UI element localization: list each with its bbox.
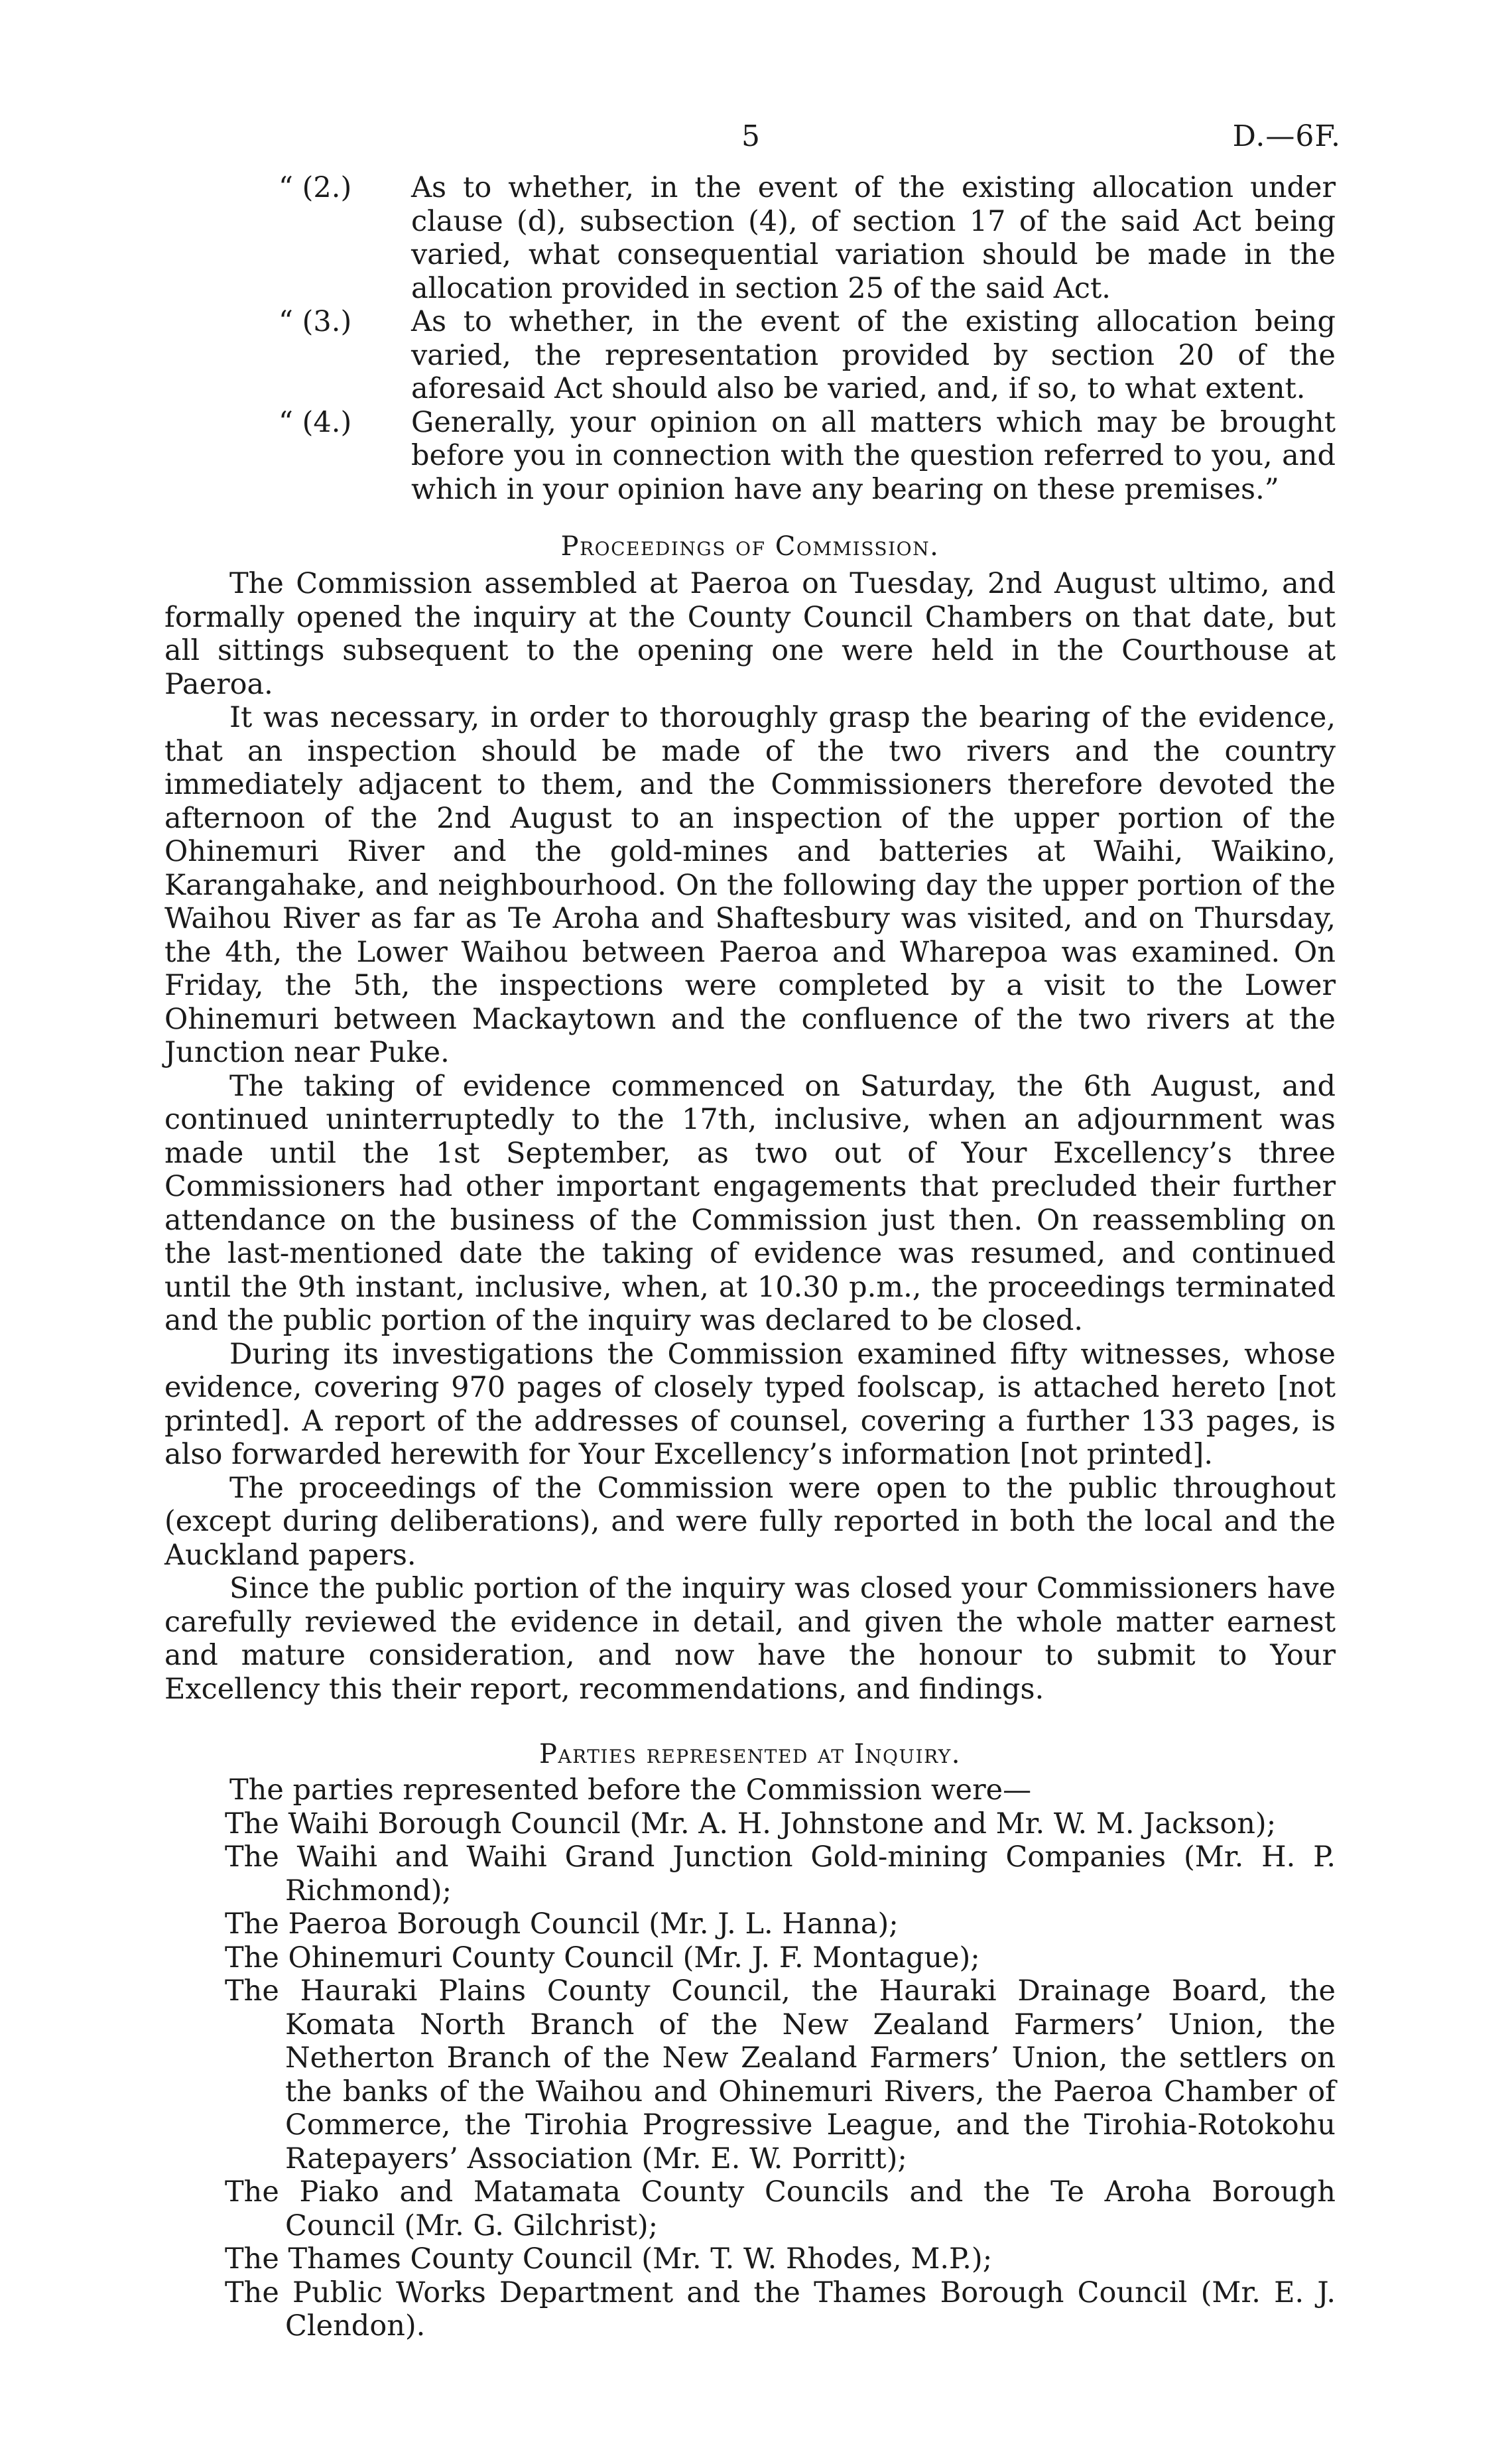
clause-number: “ (2.) — [279, 171, 352, 204]
clause-text: As to whether, in the event of the existing allocation under clause (d), subsection (4), of section 17 of the said Act being varied, what consequential variation should be made in the allocation provided in section 25 of the said Act. — [411, 171, 1336, 305]
party-item: The Paeroa Borough Council (Mr. J. L. Hanna); — [225, 1907, 899, 1941]
party-item: The Public Works Department and the Thames Borough Council (Mr. E. J. Clendon). — [225, 2276, 1336, 2343]
parties-intro: The parties represented before the Commission were— — [229, 1773, 1032, 1807]
proceedings-section — [164, 567, 1336, 1706]
clause-item — [164, 305, 1336, 406]
clause-item — [164, 171, 1336, 305]
clause-list — [164, 171, 1336, 506]
clause-number: “ (4.) — [279, 405, 352, 439]
document-reference: D.—6F. — [1232, 119, 1341, 153]
paragraph: During its investigations the Commission examined fifty witnesses, whose evidence, covering 970 pages of closely typed foolscap, is attached hereto [not printed]. A report of the addresses of counsel, covering a further 133 pages, is also forwarded herewith for Your Excellency’s information [not printed]. — [164, 1337, 1336, 1471]
document-body — [164, 171, 1336, 2343]
clause-item — [164, 406, 1336, 507]
section-heading-proceedings: Proceedings of Commission. — [560, 531, 940, 562]
party-item: The Thames County Council (Mr. T. W. Rhodes, M.P.); — [225, 2242, 993, 2276]
paragraph: The Commission assembled at Paeroa on Tuesday, 2nd August ultimo, and formally opened the inquiry at the County Council Chambers on that date, but all sittings subsequent to the opening one were held in the Courthouse at Paeroa. — [164, 567, 1336, 701]
party-item: The Hauraki Plains County Council, the Hauraki Drainage Board, the Komata North Branch of the New Zealand Farmers’ Union, the Netherton Branch of the New Zealand Farmers’ Union, the settlers on the banks of the Waihou and Ohinemuri Rivers, the Paeroa Chamber of Commerce, the Tirohia Progressive League, and the Tirohia-Rotokohu Ratepayers’ Association (Mr. E. W. Porritt); — [225, 1974, 1336, 2175]
paragraph: The taking of evidence commenced on Saturday, the 6th August, and continued uninterruptedly to the 17th, inclusive, when an adjournment was made until the 1st September, as two out of Your Excellency’s three Commissioners had other important engagements that precluded their further attendance on the business of the Commission just then. On reassembling on the last-mentioned date the taking of evidence was resumed, and continued until the 9th instant, inclusive, when, at 10.30 p.m., the proceedings terminated and the public portion of the inquiry was declared to be closed. — [164, 1069, 1336, 1337]
page-number: 5 — [741, 119, 760, 153]
party-item: The Waihi Borough Council (Mr. A. H. Johnstone and Mr. W. M. Jackson); — [225, 1807, 1277, 1840]
clause-text: Generally, your opinion on all matters which may be brought before you in connection with the question referred to you, and which in your opinion have any bearing on these premises.” — [411, 405, 1336, 506]
section-heading-parties: Parties represented at Inquiry. — [539, 1739, 961, 1769]
clause-number: “ (3.) — [279, 305, 352, 338]
clause-text: As to whether, in the event of the existing allocation being varied, the representation provided by section 20 of the aforesaid Act should also be varied, and, if so, to what extent. — [411, 305, 1336, 405]
paragraph: It was necessary, in order to thoroughly grasp the bearing of the evidence, that an inspection should be made of the two rivers and the country immediately adjacent to them, and the Commissioners therefore devoted the afternoon of the 2nd August to an inspection of the upper portion of the Ohinemuri River and the gold-mines and batteries at Waihi, Waikino, Karangahake, and neighbourhood. On the following day the upper portion of the Waihou River as far as Te Aroha and Shaftesbury was visited, and on Thursday, the 4th, the Lower Waihou between Paeroa and Wharepoa was examined. On Friday, the 5th, the inspections were completed by a visit to the Lower Ohinemuri between Mackaytown and the confluence of the two rivers at the Junction near Puke. — [164, 701, 1336, 1069]
paragraph: The proceedings of the Commission were open to the public throughout (except during deliberations), and were fully reported in both the local and the Auckland papers. — [164, 1471, 1336, 1572]
parties-section — [164, 1773, 1336, 2343]
party-item: The Ohinemuri County Council (Mr. J. F. Montague); — [225, 1941, 980, 1974]
party-item: The Waihi and Waihi Grand Junction Gold-mining Companies (Mr. H. P. Richmond); — [225, 1840, 1336, 1907]
page-header — [0, 119, 1512, 159]
party-item: The Piako and Matamata County Councils and the Te Aroha Borough Council (Mr. G. Gilchrist); — [225, 2175, 1336, 2242]
paragraph: Since the public portion of the inquiry was closed your Commissioners have carefully reviewed the evidence in detail, and given the whole matter earnest and mature consideration, and now have the honour to submit to Your Excellency this their report, recommendations, and findings. — [164, 1572, 1336, 1706]
